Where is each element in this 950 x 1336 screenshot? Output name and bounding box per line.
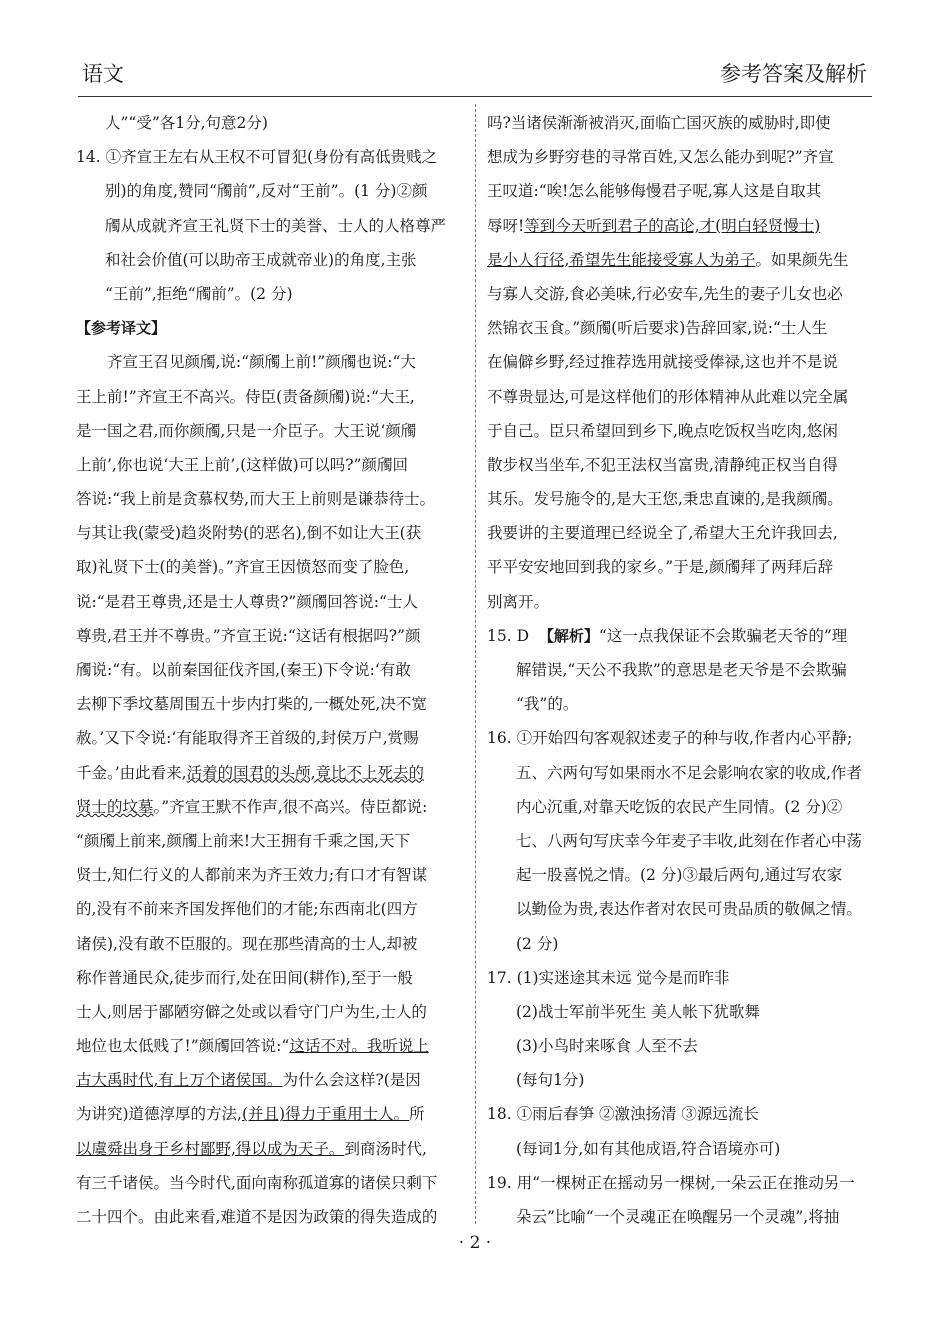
text-segment: 。”齐宣王默不作声,很不高兴。侍臣都说: <box>153 797 428 816</box>
text-line <box>76 1063 464 1097</box>
text-line: 二十四个。由此来看,难道不是因为政策的得失造成的 <box>76 1208 438 1226</box>
text-line: 答说:“我上前是贪慕权势,而大王上前则是谦恭待士。 <box>76 490 436 509</box>
text-line: “王前”,拒绝“斶前”。(2 分) <box>105 284 293 303</box>
text-line <box>76 1132 464 1166</box>
text-line: (每句1分) <box>516 1071 585 1090</box>
text-line: 士人,则居于鄙陋穷僻之处或以看守门户为生,士人的 <box>76 1002 427 1021</box>
underlined-text: (并且)得力于重用士人。 <box>241 1105 410 1124</box>
wavy-underlined-text: 活着的国君的头颅,竟比不上死去的 <box>186 763 425 782</box>
text-line <box>76 1097 464 1131</box>
text-segment: “这一点我保证不会欺骗老天爷的”理 <box>598 626 848 645</box>
answer-choice: 15. D <box>487 626 530 645</box>
text-line: (2)战士军前半死生 美人帐下犹歌舞 <box>516 1002 760 1021</box>
text-line: “颜斶上前来,颜斶上前来!大王拥有千乘之国,天下 <box>76 831 411 850</box>
text-line: 的,没有不前来齐国发挥他们的才能;东西南北(四方 <box>76 900 418 919</box>
text-line: (每词1分,如有其他成语,符合语境亦可) <box>516 1139 781 1158</box>
text-line <box>76 790 464 824</box>
text-line: 平平安安地回到我的家乡。”于是,颜斶拜了两拜后辞 <box>487 558 834 577</box>
text-segment: 辱呀! <box>487 216 525 235</box>
text-line <box>487 243 877 277</box>
text-line: 其乐。发号施令的,是大王您,秉忠直谏的,是我颜斶。 <box>487 490 843 509</box>
answer-18: 18. ①雨后春笋 ②激浊扬清 ③源远流长 <box>487 1105 759 1124</box>
text-line: 称作普通民众,徒步而行,处在田间(耕作),至于一般 <box>76 968 413 987</box>
text-line: 斶从成就齐宣王礼贤下士的美誉、士人的人格尊严 <box>105 216 447 235</box>
text-line: (3)小鸟时来啄食 人至不去 <box>516 1037 698 1056</box>
wavy-underlined-text: 贤士的坟墓 <box>76 797 154 816</box>
answer-14: 14. ①齐宣王左右从王权不可冒犯(身份有高低贵贱之 <box>76 148 438 167</box>
text-line: 和社会价值(可以助帝王成就帝业)的角度,主张 <box>105 250 417 269</box>
text-line: 然锦衣玉食。”颜斶(听后要求)告辞回家,说:“士人生 <box>487 319 828 338</box>
analysis-label: 【解析】 <box>538 626 599 645</box>
left-column <box>76 106 464 1234</box>
text-segment: 到商汤时代, <box>344 1139 427 1158</box>
text-line: 取)礼贤下士(的美誉)。”齐宣王因愤怒而变了脸色, <box>76 558 410 577</box>
answer-17: 17. (1)实迷途其未远 觉今是而昨非 <box>487 968 730 987</box>
text-line: 朵云”比喻“一个灵魂正在唤醒另一个灵魂”,将抽 <box>516 1208 840 1226</box>
text-line: 想成为乡野穷巷的寻常百姓,又怎么能办到呢?”齐宣 <box>487 148 834 167</box>
text-line: 王上前!”齐宣王不高兴。侍臣(责备颜斶)说:“大王, <box>76 387 415 406</box>
underlined-text: 古大禹时代,有上万个诸侯国。 <box>76 1071 283 1090</box>
text-line: 起一股喜悦之情。(2 分)③最后两句,通过写农家 <box>516 866 843 885</box>
underlined-text: 以虞舜出身于乡村鄙野,得以成为天子。 <box>76 1139 345 1158</box>
answer-16: 16. ①开始四句客观叙述麦子的种与收,作者内心平静; <box>487 729 853 748</box>
text-line: 说:“是君王尊贵,还是士人尊贵?”颜斶回答说:“士人 <box>76 592 418 611</box>
text-line: “我”的。 <box>516 695 579 714</box>
text-line: 以勤俭为贵,表达作者对农民可贵品质的敬佩之情。 <box>516 900 862 919</box>
text-line: 别)的角度,赞同“斶前”,反对“王前”。(1 分)②颜 <box>105 182 428 201</box>
column-divider <box>475 104 476 1224</box>
underlined-text: 等到今天听到君子的高论,才(明白轻贤慢士) <box>524 216 821 235</box>
text-line: 内心沉重,对靠天吃饭的农民产生同情。(2 分)② <box>516 797 843 816</box>
text-line: 斶说:“有。以前秦国征伐齐国,(秦王)下令说:‘有敢 <box>76 661 411 679</box>
text-line: 五、六两句写如果雨水不足会影响农家的收成,作者 <box>516 763 862 782</box>
text-line <box>76 756 464 790</box>
text-segment: 为什么会这样?(是因 <box>282 1071 421 1090</box>
text-line: 诸侯),没有敢不臣服的。现在那些清高的士人,却被 <box>76 934 418 953</box>
text-line: 别离开。 <box>487 592 550 611</box>
text-line: 散步权当坐车,不犯王法权当富贵,清静纯正权当自得 <box>487 455 838 474</box>
right-column <box>487 106 877 1234</box>
text-line: 王叹道:“唉!怎么能够侮慢君子呢,寡人这是自取其 <box>487 182 822 201</box>
text-line: 不尊贵显达,可是这样他们的形体精神从此难以完全属 <box>487 387 849 406</box>
text-segment: 所 <box>409 1105 425 1124</box>
answer-15 <box>487 619 877 653</box>
text-line: 吗?当诸侯渐渐被消灭,面临亡国灭族的威胁时,即使 <box>487 114 831 132</box>
text-segment: 地位也太低贱了!”颜斶回答说:“ <box>76 1037 290 1056</box>
text-line: 齐宣王召见颜斶,说:“颜斶上前!”颜斶也说:“大 <box>107 353 416 372</box>
text-line: 与其让我(蒙受)趋炎附势(的恶名),倒不如让大王(获 <box>76 524 422 543</box>
text-line: 去柳下季坟墓周围五十步内打柴的,一概处死,决不宽 <box>76 695 427 714</box>
text-line: 上前’,你也说‘大王上前’,(这样做)可以吗?”颜斶回 <box>76 455 408 474</box>
text-line: 解错误,“天公不我欺”的意思是老天爷是不会欺骗 <box>516 661 847 679</box>
text-line: 与寡人交游,食必美味,行必安车,先生的妻子儿女也必 <box>487 284 843 303</box>
text-line <box>487 209 877 243</box>
text-line: 于自己。臣只希望回到乡下,晚点吃饭权当吃肉,悠闲 <box>487 421 838 440</box>
text-line: 七、八两句写庆幸今年麦子丰收,此刻在作者心中荡 <box>516 831 862 850</box>
text-line: 尊贵,君王并不尊贵。”齐宣王说:“这话有根据吗?”颜 <box>76 626 421 645</box>
text-segment: 千金。’由此看来, <box>76 763 187 782</box>
page-number: · 2 · <box>458 1233 492 1253</box>
text-line: (2 分) <box>516 934 559 953</box>
text-line: 我要讲的主要道理已经说全了,希望大王允许我回去, <box>487 524 838 543</box>
text-segment: 。如果颜先生 <box>755 250 849 269</box>
text-line: 人”“受”各1分,句意2分) <box>105 114 268 132</box>
header-divider <box>78 96 872 97</box>
text-line: 贤士,知仁行义的人都前来为齐王效力;有口才有智谋 <box>76 866 428 885</box>
underlined-text: 这话不对。我听说上 <box>289 1037 429 1056</box>
text-line: 是一国之君,而你颜斶,只是一介臣子。大王说‘颜斶 <box>76 421 417 440</box>
answer-19: 19. 用“一棵树正在摇动另一棵树,一朵云正在推动另一 <box>487 1173 855 1192</box>
text-line: 有三千诸侯。当今时代,面向南称孤道寡的诸侯只剩下 <box>76 1173 438 1192</box>
section-title: 参考答案及解析 <box>720 62 867 86</box>
underlined-text: 是小人行径,希望先生能接受寡人为弟子 <box>487 250 756 269</box>
text-segment: 为讲究)道德淳厚的方法, <box>76 1105 242 1124</box>
text-line: 在偏僻乡野,经过推荐选用就接受俸禄,这也并不是说 <box>487 353 838 372</box>
subject-label: 语文 <box>82 62 124 86</box>
text-line: 赦。’又下令说:‘有能取得齐王首级的,封侯万户,赏赐 <box>76 729 419 748</box>
text-line <box>76 1029 464 1063</box>
translation-heading: 【参考译文】 <box>76 319 167 338</box>
